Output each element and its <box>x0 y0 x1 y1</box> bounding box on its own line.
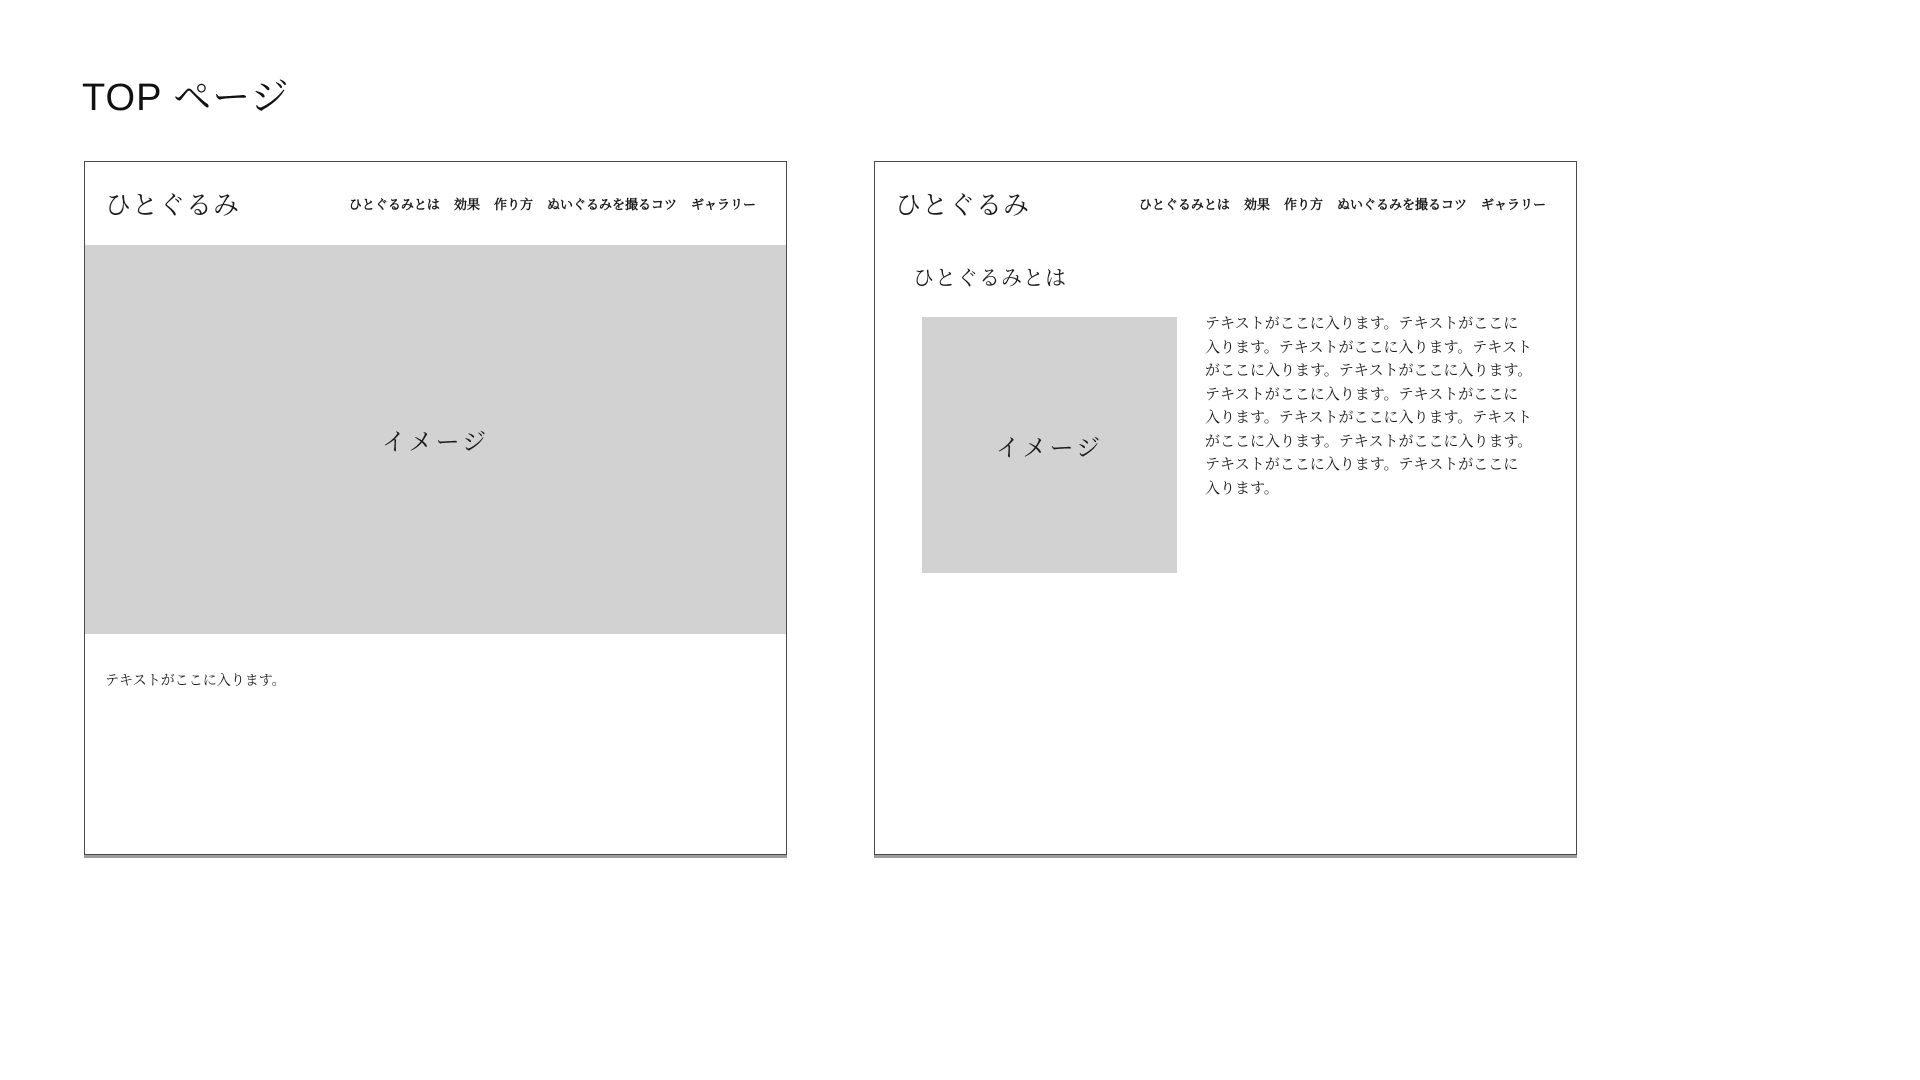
nav-item-tips[interactable]: ぬいぐるみを撮るコツ <box>1336 197 1467 212</box>
nav-item-about[interactable]: ひとぐるみとは <box>348 197 440 212</box>
nav-item-effect[interactable]: 効果 <box>1243 197 1270 212</box>
hero-image-label: イメージ <box>381 429 490 456</box>
site-logo[interactable]: ひとぐるみ <box>895 190 1031 220</box>
site-nav <box>349 194 756 213</box>
nav-item-gallery[interactable]: ギャラリー <box>1480 197 1546 212</box>
nav-item-about[interactable]: ひとぐるみとは <box>1138 197 1230 212</box>
about-image-label: イメージ <box>995 434 1104 462</box>
nav-item-tips[interactable]: ぬいぐるみを撮るコツ <box>546 197 677 212</box>
lead-text: テキストがここに入ります。 <box>105 672 286 688</box>
site-header <box>85 162 786 245</box>
nav-item-effect[interactable]: 効果 <box>453 197 480 212</box>
nav-item-howto[interactable]: 作り方 <box>1283 197 1323 212</box>
section-heading: ひとぐるみとは <box>913 267 1067 290</box>
hero-image-placeholder <box>85 245 786 634</box>
wireframe-about-page <box>874 161 1577 855</box>
page-title: TOP ページ <box>82 77 290 119</box>
about-body-text: テキストがここに入ります。テキストがここに入ります。テキストがここに入ります。テキストがここに入ります。テキストがここに入ります。テキストがここに入ります。テキストがここに入ります。テキストがここに入ります。テキストがここに入ります。テキストがここに入ります。テキストがここに入ります。テキストがここに入ります。 <box>1205 315 1533 497</box>
about-image-placeholder <box>922 317 1177 573</box>
nav-item-howto[interactable]: 作り方 <box>493 197 533 212</box>
site-header <box>875 162 1576 245</box>
site-nav <box>1139 194 1546 213</box>
nav-item-gallery[interactable]: ギャラリー <box>690 197 756 212</box>
wireframe-top-page <box>84 161 787 855</box>
site-logo[interactable]: ひとぐるみ <box>105 190 241 220</box>
